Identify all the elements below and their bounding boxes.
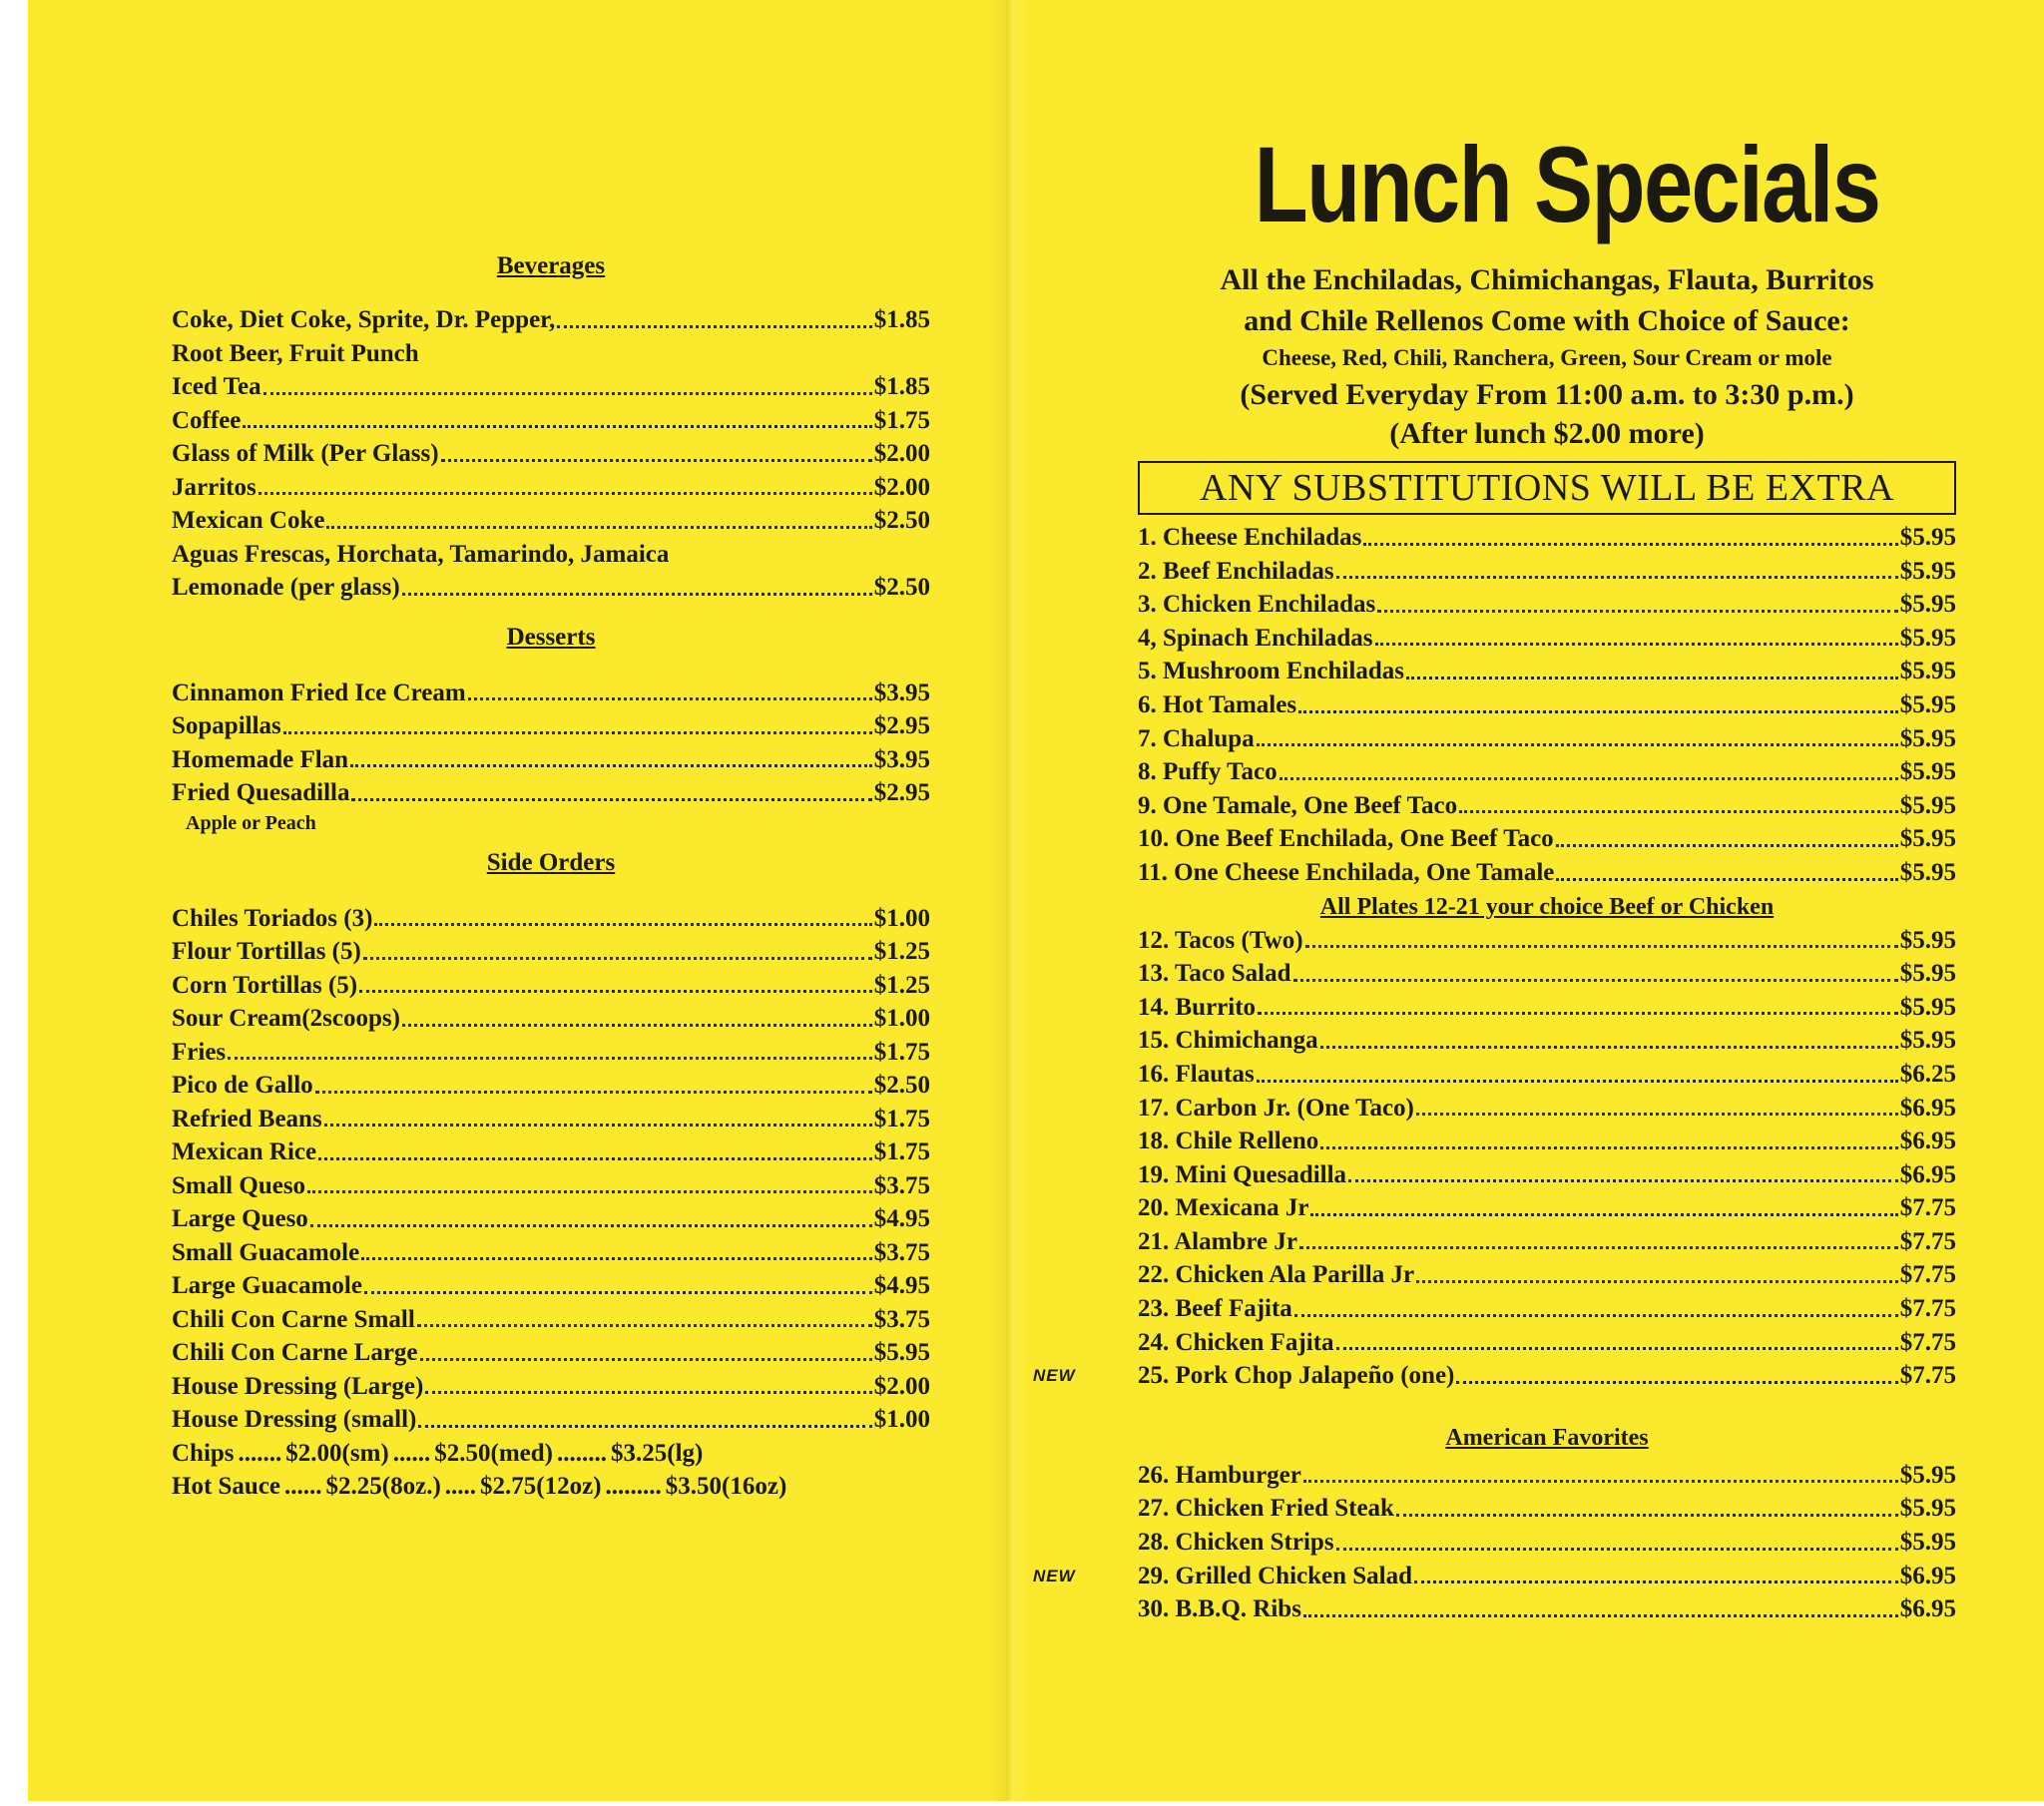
menu-item-price: $1.75 <box>873 1138 930 1165</box>
dot-leader <box>1406 677 1898 679</box>
menu-item-price: $6.95 <box>1899 1562 1956 1589</box>
dot-leader <box>1375 643 1898 646</box>
menu-item-name: 24. Chicken Fajita <box>1138 1328 1334 1356</box>
menu-item-price: $1.75 <box>873 1105 930 1132</box>
dot-leader <box>228 1057 872 1060</box>
dot-leader <box>310 1224 872 1227</box>
menu-item <box>172 404 930 438</box>
dot-leader <box>468 697 872 700</box>
menu-item <box>172 303 930 337</box>
menu-item <box>1138 1225 1956 1259</box>
menu-item <box>172 902 930 936</box>
menu-item-name: Small Queso <box>172 1171 306 1199</box>
dot-leader <box>417 1324 872 1327</box>
menu-item <box>1138 1125 1956 1158</box>
menu-item-price: $3.75 <box>873 1171 930 1199</box>
dot-leader <box>1303 1614 1898 1617</box>
menu-item <box>172 677 930 710</box>
menu-item <box>1138 924 1956 958</box>
menu-item <box>172 571 930 605</box>
hot-sauce-row: Hot Sauce ...... $2.25(8oz.) ..... $2.75(12oz) ......... $3.50(16oz) <box>172 1470 930 1504</box>
menu-item-price: $7.75 <box>1899 1362 1956 1390</box>
menu-item-price: $2.00 <box>873 1372 930 1400</box>
menu-item <box>172 370 930 404</box>
menu-item <box>1138 688 1956 722</box>
menu-item <box>1138 588 1956 622</box>
menu-item-price: $6.95 <box>1899 1094 1956 1122</box>
menu-item-price: $6.95 <box>1899 1128 1956 1155</box>
chips-sm: $2.00(sm) <box>285 1439 389 1467</box>
hot-sauce-12oz: $2.75(12oz) <box>480 1473 602 1500</box>
dot-leader <box>351 798 871 801</box>
menu-item-name: Coke, Diet Coke, Sprite, Dr. Pepper, <box>172 306 556 333</box>
menu-item <box>1138 1592 1956 1626</box>
menu-item-name: Fried Quesadilla <box>172 779 350 806</box>
menu-item-price: $5.95 <box>1899 1495 1956 1523</box>
chips-lg: $3.25(lg) <box>611 1439 704 1467</box>
menu-item <box>1138 1058 1956 1092</box>
menu-item-name: 7. Chalupa <box>1138 724 1255 752</box>
menu-item-name: 14. Burrito <box>1138 993 1257 1021</box>
menu-item <box>1138 1492 1956 1526</box>
dot-leader <box>364 1291 872 1294</box>
menu-item <box>1033 1359 1956 1393</box>
menu-item-name: 16. Flautas <box>1138 1060 1255 1088</box>
menu-item <box>172 1370 930 1404</box>
menu-item-name: 27. Chicken Fried Steak <box>1138 1495 1394 1523</box>
menu-item <box>1138 1024 1956 1058</box>
hot-sauce-8oz: $2.25(8oz.) <box>325 1473 441 1500</box>
menu-item-name: 9. One Tamale, One Beef Taco <box>1138 791 1458 819</box>
menu-item-name: Chili Con Carne Small <box>172 1305 415 1333</box>
menu-item-price: $4.95 <box>873 1272 930 1299</box>
dot-leader <box>1416 1280 1898 1283</box>
menu-item <box>172 1169 930 1203</box>
menu-item <box>172 337 930 371</box>
dot-leader <box>1320 1046 1898 1049</box>
menu-item-name: 26. Hamburger <box>1138 1461 1301 1489</box>
menu-item-price: $5.95 <box>1899 591 1956 619</box>
american-list <box>1033 1459 1956 1626</box>
menu-item-name: Refried Beans <box>172 1105 322 1132</box>
dot-leader <box>1310 1213 1897 1216</box>
after-lunch-note: (After lunch $2.00 more) <box>1389 417 1705 450</box>
menu-item-price: $5.95 <box>1899 825 1956 853</box>
menu-item <box>1138 521 1956 555</box>
menu-item <box>1138 1092 1956 1126</box>
menu-item-name: 13. Taco Salad <box>1138 960 1291 988</box>
menu-item <box>1138 1258 1956 1292</box>
dot-leader <box>263 392 872 395</box>
menu-item-name: 29. Grilled Chicken Salad <box>1138 1562 1413 1589</box>
dot-leader <box>315 1091 872 1094</box>
dot-leader <box>425 1391 871 1394</box>
dot-leader <box>1416 1113 1898 1116</box>
menu-item-name: 5. Mushroom Enchiladas <box>1138 658 1404 685</box>
menu-item-price: $7.75 <box>1899 1261 1956 1289</box>
desserts-heading: Desserts <box>506 623 596 651</box>
menu-item-price: $7.75 <box>1899 1227 1956 1255</box>
menu-item-price: $5.95 <box>1899 624 1956 652</box>
menu-item <box>1138 1191 1956 1225</box>
menu-item-name: Fries <box>172 1038 227 1066</box>
dot-leader <box>1257 1080 1898 1083</box>
dot-leader <box>326 526 871 529</box>
dot-leader <box>1456 1381 1897 1384</box>
menu-item-price: $5.95 <box>1899 1461 1956 1489</box>
menu-item <box>172 471 930 505</box>
menu-item <box>1138 822 1956 856</box>
menu-item-name: 2. Beef Enchiladas <box>1138 557 1334 585</box>
lunch-specials-title: Lunch Specials <box>1254 124 1880 244</box>
dot-leader <box>243 425 871 428</box>
menu-item <box>1138 655 1956 688</box>
menu-item-name: 3. Chicken Enchiladas <box>1138 591 1376 619</box>
menu-item-price: $5.95 <box>1899 993 1956 1021</box>
menu-item-name: Iced Tea <box>172 373 261 400</box>
new-badge: NEW <box>1033 1566 1076 1585</box>
beverages-heading: Beverages <box>496 252 606 279</box>
dot-leader <box>1336 1347 1898 1350</box>
menu-item-price: $5.95 <box>1899 524 1956 551</box>
left-panel <box>172 249 930 1504</box>
menu-item-name: 1. Cheese Enchiladas <box>1138 524 1362 551</box>
menu-item-name: House Dressing (Large) <box>172 1372 424 1400</box>
dot-leader <box>359 990 872 993</box>
menu-item-name: 18. Chile Relleno <box>1138 1128 1319 1155</box>
menu-item-name: 4, Spinach Enchiladas <box>1138 624 1373 652</box>
menu-item-name: Sopapillas <box>172 712 281 739</box>
menu-item-name: Aguas Frescas, Horchata, Tamarindo, Jamaica <box>172 540 670 568</box>
menu-item-price: $5.95 <box>1899 1027 1956 1055</box>
menu-item-name: 23. Beef Fajita <box>1138 1295 1292 1323</box>
menu-item-name: Pico de Gallo <box>172 1072 313 1099</box>
dot-leader <box>402 1024 872 1027</box>
beverages-list <box>172 303 930 605</box>
menu-item-name: Mexican Coke <box>172 507 325 534</box>
menu-item-name: 20. Mexicana Jr <box>1138 1194 1309 1222</box>
menu-item-price: $4.95 <box>873 1205 930 1232</box>
menu-item-price: $1.85 <box>873 373 930 400</box>
desserts-list <box>172 677 930 810</box>
chips-row: Chips ....... $2.00(sm) ...... $2.50(med) ........ $3.25(lg) <box>172 1437 930 1471</box>
american-favorites-heading: American Favorites <box>1445 1424 1649 1451</box>
menu-item <box>172 743 930 777</box>
menu-item <box>172 538 930 572</box>
side-orders-heading: Side Orders <box>486 848 616 876</box>
menu-item <box>1138 991 1956 1025</box>
plates-list-b <box>1033 924 1956 1393</box>
menu-item-price: $5.95 <box>1899 1529 1956 1557</box>
dot-leader <box>1336 1548 1898 1551</box>
intro-line-1: All the Enchiladas, Chimichangas, Flauta, Burritos <box>1220 263 1874 296</box>
menu-item-name: 12. Tacos (Two) <box>1138 926 1303 954</box>
dot-leader <box>1377 610 1897 613</box>
menu-item <box>1138 1158 1956 1192</box>
dot-leader <box>1294 1314 1898 1317</box>
menu-item-name: 10. One Beef Enchilada, One Beef Taco <box>1138 825 1554 853</box>
dot-leader <box>1320 1146 1898 1149</box>
menu-item <box>1138 722 1956 756</box>
menu-item-name: Jarritos <box>172 473 256 501</box>
menu-item <box>172 1036 930 1070</box>
menu-item-name: Corn Tortillas (5) <box>172 971 358 999</box>
dot-leader <box>324 1124 872 1127</box>
substitutions-notice: ANY SUBSTITUTIONS WILL BE EXTRA <box>1138 461 1956 515</box>
menu-item-price: $2.95 <box>873 779 930 806</box>
menu-item <box>1138 622 1956 656</box>
menu-item-price: $5.95 <box>1899 758 1956 786</box>
menu-item-name: Root Beer, Fruit Punch <box>172 339 419 367</box>
menu-item-price: $2.95 <box>873 712 930 739</box>
menu-item <box>172 1002 930 1036</box>
menu-item-price: $5.95 <box>1899 791 1956 819</box>
menu-item <box>172 1103 930 1136</box>
menu-item-price: $6.95 <box>1899 1595 1956 1623</box>
dot-leader <box>1414 1580 1898 1583</box>
menu-item-name: 28. Chicken Strips <box>1138 1529 1334 1557</box>
menu-item-price: $5.95 <box>1899 926 1956 954</box>
menu-item-price: $5.95 <box>1899 557 1956 585</box>
menu-item-name: 30. B.B.Q. Ribs <box>1138 1595 1301 1623</box>
menu-item-price: $3.75 <box>873 1238 930 1266</box>
menu-item-name: 6. Hot Tamales <box>1138 690 1297 718</box>
menu-item-name: Lemonade (per glass) <box>172 574 400 601</box>
dot-leader <box>1459 810 1898 813</box>
menu-item-name: Glass of Milk (Per Glass) <box>172 440 439 467</box>
menu-item-price: $2.50 <box>873 1072 930 1099</box>
dot-leader <box>1298 710 1898 713</box>
menu-item-price: $1.00 <box>873 1005 930 1032</box>
side-orders-list <box>172 902 930 1437</box>
menu-item-name: Sour Cream(2scoops) <box>172 1005 400 1032</box>
dot-leader <box>557 325 872 328</box>
menu-item-name: Coffee <box>172 406 242 434</box>
menu-item-price: $5.95 <box>873 1339 930 1366</box>
menu-item-price: $7.75 <box>1899 1328 1956 1356</box>
menu-item <box>172 504 930 538</box>
dot-leader <box>283 731 872 734</box>
menu-item-price: $7.75 <box>1899 1295 1956 1323</box>
center-fold <box>990 0 1030 1801</box>
menu-item-name: House Dressing (small) <box>172 1406 417 1433</box>
menu-item-name: Chili Con Carne Large <box>172 1339 418 1366</box>
menu-item <box>172 437 930 471</box>
dot-leader <box>1363 543 1897 546</box>
dot-leader <box>1396 1514 1898 1517</box>
menu-item-name: 15. Chimichanga <box>1138 1027 1318 1055</box>
menu-item <box>172 776 930 810</box>
menu-item <box>1033 1560 1956 1593</box>
menu-item <box>1138 1292 1956 1326</box>
menu-item-price: $3.95 <box>873 678 930 706</box>
menu-item-price: $1.75 <box>873 1038 930 1066</box>
menu-item-name: Chiles Toriados (3) <box>172 904 373 932</box>
menu-item <box>172 1303 930 1337</box>
menu-item-price: $7.75 <box>1899 1194 1956 1222</box>
menu-item <box>172 709 930 743</box>
menu-item <box>172 1202 930 1236</box>
dot-leader <box>1299 1246 1898 1249</box>
menu-item-price: $2.50 <box>873 507 930 534</box>
menu-item-price: $2.00 <box>873 440 930 467</box>
dot-leader <box>1336 576 1898 579</box>
menu-item-price: $2.00 <box>873 473 930 501</box>
menu-item <box>172 1069 930 1103</box>
menu-item-name: 22. Chicken Ala Parilla Jr <box>1138 1261 1415 1289</box>
menu-item <box>1138 856 1956 890</box>
menu-item-price: $5.95 <box>1899 690 1956 718</box>
dot-leader <box>441 459 872 462</box>
menu-item-price: $5.95 <box>1899 658 1956 685</box>
menu-item <box>172 1236 930 1270</box>
sauce-list: Cheese, Red, Chili, Ranchera, Green, Sour Cream or mole <box>1262 345 1832 370</box>
dot-leader <box>1257 743 1898 746</box>
dot-leader <box>258 492 872 495</box>
dot-leader <box>374 923 871 926</box>
intro-line-2: and Chile Rellenos Come with Choice of Sauce: <box>1244 304 1850 337</box>
menu-item <box>1138 1459 1956 1493</box>
dot-leader <box>1303 1480 1898 1483</box>
menu-item-price: $5.95 <box>1899 858 1956 886</box>
dot-leader <box>1279 777 1898 780</box>
menu-item-price: $1.85 <box>873 306 930 333</box>
menu-item-price: $1.00 <box>873 1406 930 1433</box>
dot-leader <box>363 957 872 960</box>
plates-list-a <box>1138 521 1956 890</box>
dot-leader <box>1305 945 1898 948</box>
menu-item <box>1138 957 1956 991</box>
right-panel <box>1033 110 1956 1626</box>
dot-leader <box>361 1257 872 1260</box>
chips-name: Chips <box>172 1439 235 1467</box>
menu-item-name: 19. Mini Quesadilla <box>1138 1160 1347 1188</box>
menu-item <box>172 969 930 1003</box>
menu-item-price: $2.50 <box>873 574 930 601</box>
menu-item-name: 8. Puffy Taco <box>1138 758 1278 786</box>
menu-item-price: $1.25 <box>873 971 930 999</box>
dot-leader <box>318 1157 872 1160</box>
menu-item-name: Cinnamon Fried Ice Cream <box>172 678 466 706</box>
menu-item-price: $3.75 <box>873 1305 930 1333</box>
menu-item-name: Mexican Rice <box>172 1138 317 1165</box>
hot-sauce-name: Hot Sauce <box>172 1473 281 1500</box>
dessert-note: Apple or Peach <box>186 811 316 834</box>
dot-leader <box>1258 1012 1898 1015</box>
dot-leader <box>418 1425 871 1428</box>
new-badge: NEW <box>1033 1366 1076 1386</box>
menu-item-name: Large Queso <box>172 1205 308 1232</box>
menu-item-price: $6.95 <box>1899 1160 1956 1188</box>
dot-leader <box>1556 844 1898 847</box>
menu-item-price: $5.95 <box>1899 960 1956 988</box>
menu-item <box>172 1269 930 1303</box>
menu-item-price: $1.75 <box>873 406 930 434</box>
dot-leader <box>1556 878 1897 881</box>
menu-item-price: $3.95 <box>873 745 930 773</box>
menu-item-name: 25. Pork Chop Jalapeño (one) <box>1138 1362 1455 1390</box>
menu-item-price: $1.00 <box>873 904 930 932</box>
menu-item <box>172 1403 930 1437</box>
menu-item <box>172 1336 930 1370</box>
hot-sauce-16oz: $3.50(16oz) <box>665 1473 787 1500</box>
dot-leader <box>420 1358 872 1361</box>
menu-item <box>1138 1326 1956 1360</box>
menu-item-name: Small Guacamole <box>172 1238 360 1266</box>
menu-item-name: 11. One Cheese Enchilada, One Tamale <box>1138 858 1555 886</box>
menu-item-name: 21. Alambre Jr <box>1138 1227 1297 1255</box>
chips-med: $2.50(med) <box>434 1439 553 1467</box>
menu-item-name: 17. Carbon Jr. (One Taco) <box>1138 1094 1414 1122</box>
menu-item <box>1138 1526 1956 1560</box>
menu-item <box>1138 789 1956 823</box>
dot-leader <box>1348 1179 1898 1182</box>
menu-item <box>172 1135 930 1169</box>
menu-item-price: $6.25 <box>1899 1060 1956 1088</box>
menu-item <box>172 935 930 969</box>
menu-item-price: $1.25 <box>873 938 930 965</box>
menu-item-name: Large Guacamole <box>172 1272 362 1299</box>
dot-leader <box>350 764 872 767</box>
menu-item-name: Flour Tortillas (5) <box>172 938 361 965</box>
menu-item-name: Homemade Flan <box>172 745 349 773</box>
menu-item <box>1138 555 1956 589</box>
dot-leader <box>307 1190 872 1193</box>
menu-item <box>1138 755 1956 789</box>
menu-item-price: $5.95 <box>1899 724 1956 752</box>
serving-hours: (Served Everyday From 11:00 a.m. to 3:30 p.m.) <box>1240 378 1854 411</box>
dot-leader <box>402 593 872 596</box>
dot-leader <box>1293 979 1898 982</box>
plates-choice-note: All Plates 12-21 your choice Beef or Chicken <box>1319 893 1775 920</box>
